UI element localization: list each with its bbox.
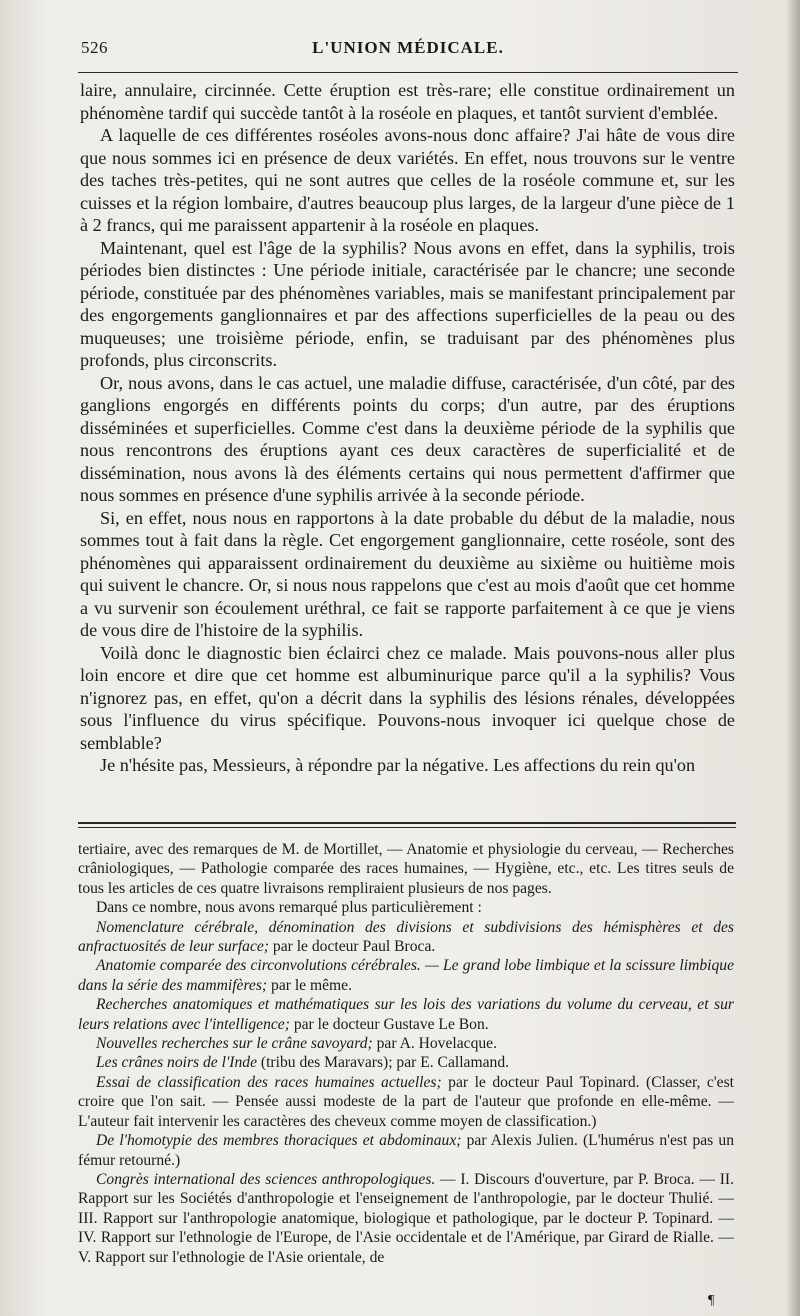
footnote-title: Nomenclature cérébrale, dénomination des divisions et subdivisions des hémisphères et des anfractuosités de leur surface;: [78, 918, 734, 956]
paragraph: Je n'hésite pas, Messieurs, à répondre par la négative. Les affections du rein qu'on: [100, 755, 696, 775]
footnote-lead: Dans ce nombre, nous avons remarqué plus particulièrement :: [96, 899, 482, 917]
footnote-rule: [78, 822, 736, 824]
footnote-detail: par Alexis Julien. (L'humérus n'est pas un fémur retourné.): [78, 1132, 734, 1169]
footnote-entry: [78, 995, 734, 1034]
footnote-entry: [78, 1053, 734, 1072]
footnote-paragraph: tertiaire, avec des remarques de M. de Mortillet, — Anatomie et physiologie du cerveau, — Recherches crâniologiques, — Pathologie comparée des races humaines, — Hygiène, etc., etc. Les titres seuls de tous les articles de ces quatre livraisons rempliraient plusieurs de nos pages.: [78, 841, 734, 897]
main-text: [80, 79, 735, 777]
footnote-detail: par le même.: [267, 976, 352, 994]
running-head: L'UNION MÉDICALE.: [312, 38, 504, 57]
header-rule: [78, 72, 738, 73]
footnote-entry: [78, 956, 734, 995]
footnote-detail: — I. Discours d'ouverture, par P. Broca. — II. Rapport sur les Sociétés d'anthropologie et l'enseignement de l'anthropologie, par le docteur Thulié. — III. Rapport sur l'anthropologie anatomique, biologique et pathologique, par le docteur P. Topinard. — IV. Rapport sur l'ethnologie de l'Europe, de l'Asie occidentale et de l'Amérique, par Girard de Rialle. — V. Rapport sur l'ethnologie de l'Asie orientale, de: [78, 1170, 734, 1266]
footnote-entry: [78, 1170, 734, 1267]
paragraph: Voilà donc le diagnostic bien éclairci chez ce malade. Mais pouvons-nous aller plus loin encore et dire que cet homme est albuminurique parce qu'il a la syphilis? Vous n'ignorez pas, en effet, qu'on a décrit dans la syphilis des lésions rénales, développées sous l'influence du virus spécifique. Pouvons-nous invoquer ici quelque chose de semblable?: [80, 642, 735, 753]
footnote-title: De l'homotypie des membres thoraciques et abdominaux;: [96, 1132, 462, 1150]
page-number: 526: [81, 38, 108, 57]
page-spine-shadow: [786, 0, 800, 1316]
footnote-detail: (tribu des Maravars); par E. Callamand.: [257, 1054, 510, 1072]
footnote-detail: par A. Hovelacque.: [372, 1035, 497, 1053]
footnote-entry: [78, 918, 734, 957]
footnote-detail: par le docteur Paul Broca.: [269, 938, 436, 956]
footnote-detail: par le docteur Paul Topinard. (Classer, c'est croire que l'on sait. — Pensée aussi modeste de la part de l'auteur que profonde en elle-même. — L'auteur fait intervenir les caractères des cheveux comme moyen de classification.): [78, 1073, 734, 1130]
paragraph: A laquelle de ces différentes roséoles avons-nous donc affaire? J'ai hâte de vous dire que nous sommes ici en présence de deux variétés. En effet, nous trouvons sur le ventre des taches très-petites, qui ne sont autres que celles de la roséole commune et, sur les cuisses et la région lombaire, d'autres beaucoup plus larges, de la largeur d'une pièce de 1 à 2 francs, qui me paraissent appartenir à la roséole en plaques.: [80, 125, 735, 235]
footnotes: [78, 840, 734, 1267]
corner-mark: ¶: [708, 1293, 715, 1308]
footnote-entry: [78, 1131, 734, 1170]
footnote-title: Nouvelles recherches sur le crâne savoyard;: [96, 1035, 373, 1053]
paragraph: Si, en effet, nous nous en rapportons à la date probable du début de la maladie, nous sommes tout à fait dans la règle. Cet engorgement ganglionnaire, cette roséole, sont des phénomènes qui apparaissent ordinairement du deuxième au sixième ou huitième mois qui suivent le chancre. Or, si nous nous rappelons que c'est au mois d'août que cet homme a vu survenir son écoulement uréthral, ce fait se rapporte parfaitement à ce que je viens de vous dire de l'histoire de la syphilis.: [80, 507, 735, 640]
footnote-title: Recherches anatomiques et mathématiques sur les lois des variations du volume du cerveau, et sur leurs relations avec l'intelligence;: [78, 996, 734, 1033]
paragraph: Maintenant, quel est l'âge de la syphilis? Nous avons en effet, dans la syphilis, trois périodes bien distinctes : Une période initiale, caractérisée par le chancre; une seconde période, constituée par des phénomènes variables, mais se manifestant principalement par des engorgements ganglionnaires et par des affections superficielles de la peau ou des muqueuses; une troisième période, enfin, se traduisant par des phénomènes plus profonds, plus circonscrits.: [80, 237, 735, 370]
paragraph: Or, nous avons, dans le cas actuel, une maladie diffuse, caractérisée, d'un côté, par des ganglions engorgés en différents points du corps; d'un autre, par des éruptions disséminées et superficielles. Comme c'est dans la deuxième période de la syphilis que nous rencontrons des éruptions ayant ces deux caractères de superficialité et de dissémination, nous avons là des éléments certains qui nous permettent d'affirmer que nous sommes en présence d'une syphilis arrivée à la seconde période.: [80, 372, 735, 505]
footnote-title: Les crânes noirs de l'Inde: [96, 1054, 257, 1072]
footnote-entry: [78, 1073, 734, 1131]
footnote-rule-thin: [78, 827, 736, 828]
paragraph: laire, annulaire, circinnée. Cette éruption est très-rare; elle constitue ordinairement un phénomène tardif qui succède tantôt à la roséole en plaques, et tantôt survient d'emblée.: [80, 80, 735, 123]
page-header: [78, 36, 738, 64]
footnote-title: Essai de classification des races humaines actuelles;: [96, 1073, 442, 1091]
footnote-title: Congrès international des sciences anthropologiques.: [96, 1170, 436, 1188]
footnote-detail: par le docteur Gustave Le Bon.: [289, 1015, 489, 1033]
footnote-title: Anatomie comparée des circonvolutions cérébrales. — Le grand lobe limbique et la scissure limbique dans la série des mammifères;: [78, 957, 734, 994]
footnote-entry: [78, 1034, 734, 1053]
